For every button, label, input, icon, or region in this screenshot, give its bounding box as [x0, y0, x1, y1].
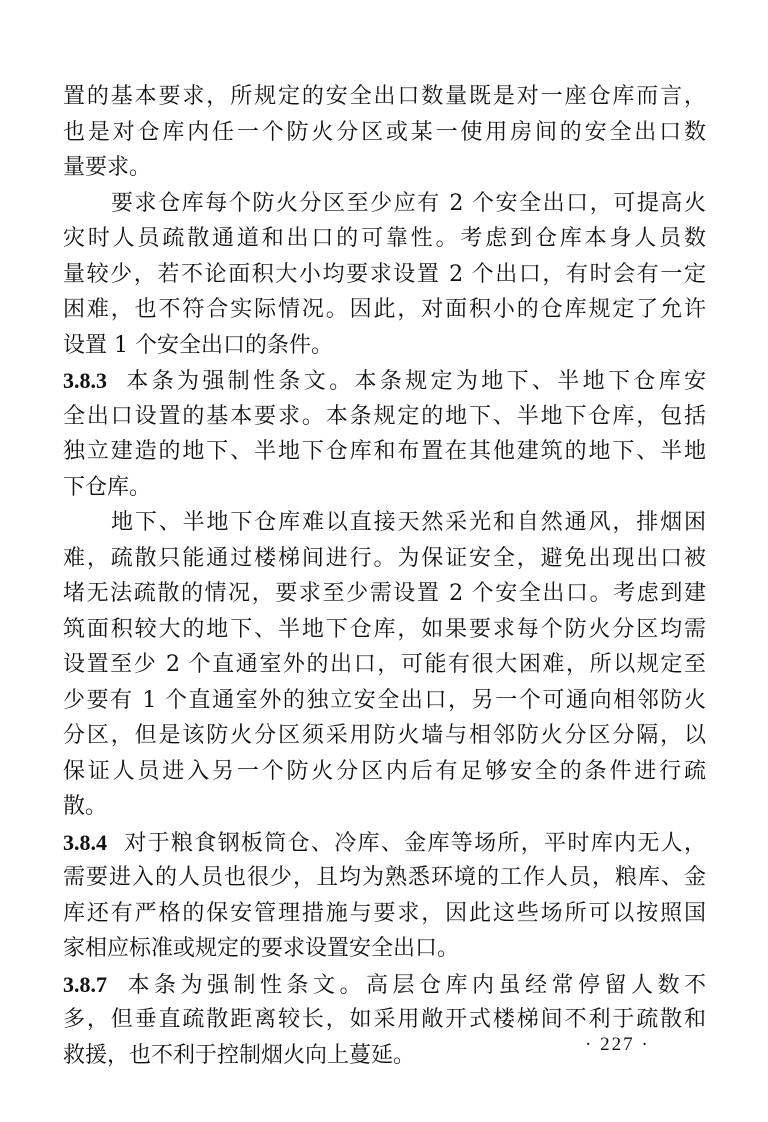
line-text: 设置至少 2 个直通室外的出口，可能有很大困难，所以规定至	[63, 652, 706, 677]
text-line	[63, 186, 706, 222]
line-text: 救援，也不利于控制烟火向上蔓延。	[63, 1042, 416, 1068]
text-line	[63, 470, 706, 506]
clause-number: 3.8.3	[63, 368, 107, 393]
clause-number: 3.8.4	[63, 829, 107, 855]
text-line	[63, 115, 706, 151]
text-line	[63, 825, 706, 861]
text-line	[63, 399, 706, 435]
text-line	[63, 79, 706, 115]
line-text: 堵无法疏散的情况，要求至少需设置 2 个安全出口。考虑到建	[63, 581, 706, 606]
line-text: 量较少，若不论面积大小均要求设置 2 个出口，有时会有一定	[63, 261, 706, 287]
text-line	[63, 789, 706, 825]
text-line	[63, 434, 706, 470]
line-text: 库还有严格的保安管理措施与要求，因此这些场所可以按照国	[63, 900, 706, 926]
line-text: 困难，也不符合实际情况。因此，对面积小的仓库规定了允许	[63, 297, 706, 322]
text-line	[63, 541, 706, 577]
text-line	[63, 754, 706, 790]
line-text: 也是对仓库内任一个防火分区或某一使用房间的安全出口数	[63, 119, 706, 145]
text-line	[63, 292, 706, 328]
line-text: 地下、半地下仓库难以直接天然采光和自然通风，排烟困	[111, 510, 706, 535]
text-line	[63, 683, 706, 719]
clause-number: 3.8.7	[63, 971, 107, 997]
line-text: 灾时人员疏散通道和出口的可靠性。考虑到仓库本身人员数	[63, 226, 706, 251]
text-line	[63, 505, 706, 541]
line-text: 置的基本要求，所规定的安全出口数量既是对一座仓库而言，	[63, 84, 706, 109]
text-line	[63, 612, 706, 648]
line-text: 保证人员进入另一个防火分区内后有足够安全的条件进行疏	[63, 758, 706, 784]
page-number: · 227 ·	[585, 1034, 650, 1055]
text-line	[63, 1002, 706, 1038]
text-line	[63, 363, 706, 399]
text-line	[63, 328, 706, 364]
clause-3-8-7	[63, 967, 706, 1074]
paragraph	[63, 505, 706, 825]
line-text: 全出口设置的基本要求。本条规定的地下、半地下仓库，包括	[63, 403, 706, 429]
text-line	[63, 967, 706, 1003]
text-line	[63, 221, 706, 257]
text-line	[63, 860, 706, 896]
line-text: 要求仓库每个防火分区至少应有 2 个安全出口，可提高火	[111, 190, 706, 216]
text-line	[63, 647, 706, 683]
clause-3-8-4	[63, 825, 706, 967]
line-text: 量要求。	[63, 155, 152, 180]
line-text: 分区，但是该防火分区须采用防火墙与相邻防火分区分隔，以	[63, 723, 706, 748]
text-line	[63, 576, 706, 612]
line-text: 对于粮食钢板筒仓、冷库、金库等场所，平时库内无人，	[123, 830, 706, 856]
clause-3-8-3	[63, 363, 706, 505]
line-text: 少要有 1 个直通室外的独立安全出口，另一个可通向相邻防火	[63, 687, 706, 713]
line-text: 散。	[63, 794, 108, 819]
text-line	[63, 257, 706, 293]
line-text: 筑面积较大的地下、半地下仓库，如果要求每个防火分区均需	[63, 616, 706, 642]
text-line	[63, 718, 706, 754]
line-text: 下仓库。	[63, 474, 152, 500]
line-text: 设置 1 个安全出口的条件。	[63, 332, 333, 358]
line-text: 难，疏散只能通过楼梯间进行。为保证安全，避免出现出口被	[63, 545, 706, 571]
paragraph	[63, 186, 706, 364]
line-text: 独立建造的地下、半地下仓库和布置在其他建筑的地下、半地	[63, 439, 706, 464]
paragraph	[63, 79, 706, 186]
line-text: 本条为强制性条文。本条规定为地下、半地下仓库安	[123, 369, 706, 394]
text-line	[63, 931, 706, 967]
text-line	[63, 150, 706, 186]
text-line	[63, 896, 706, 932]
line-text: 本条为强制性条文。高层仓库内虽经常停留人数不	[123, 972, 706, 998]
line-text: 家相应标准或规定的要求设置安全出口。	[63, 936, 460, 961]
document-body	[63, 79, 706, 1073]
line-text: 多，但垂直疏散距离较长，如采用敞开式楼梯间不利于疏散和	[63, 1007, 706, 1032]
line-text: 需要进入的人员也很少，且均为熟悉环境的工作人员，粮库、金	[63, 865, 706, 890]
